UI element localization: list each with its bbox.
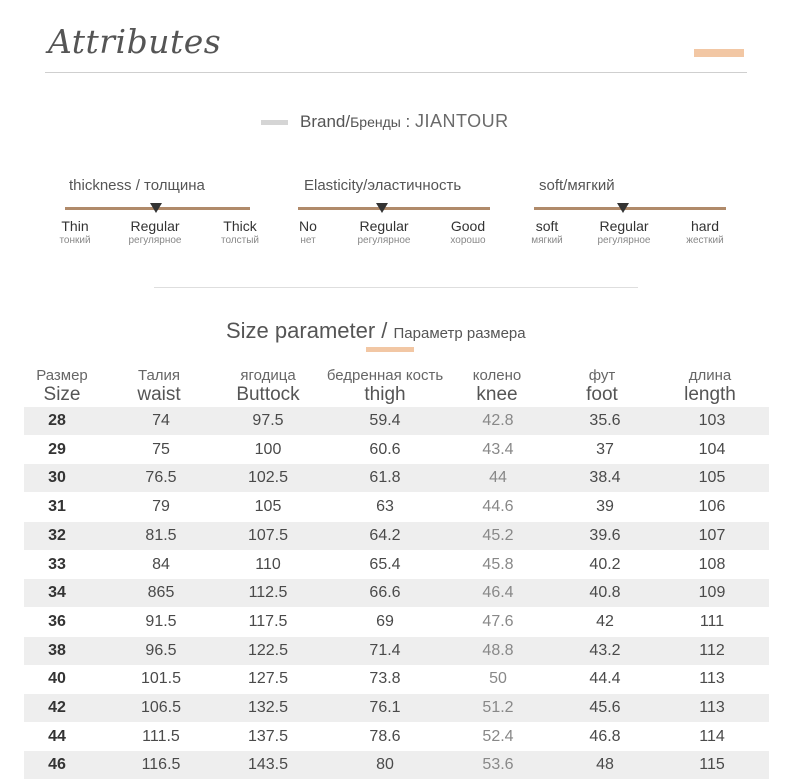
column-header-size: Размер Size [36, 367, 88, 405]
cell-length: 104 [698, 440, 726, 458]
table-row [24, 551, 769, 579]
table-row [24, 608, 769, 636]
cell-waist: 74 [152, 412, 170, 429]
cell-knee: 52.4 [482, 727, 514, 745]
table-row [24, 723, 769, 751]
scale-thickness-option-thin: Thin тонкий [59, 218, 91, 246]
column-header-buttock: ягодица Buttock [236, 367, 300, 405]
cell-size: 36 [48, 612, 66, 630]
cell-buttock: 100 [254, 440, 282, 458]
cell-thigh: 60.6 [369, 440, 401, 458]
column-header-foot: фут foot [586, 367, 618, 405]
cell-waist: 91.5 [145, 612, 177, 630]
table-row [24, 407, 769, 435]
cell-foot: 37 [596, 440, 614, 458]
scale-elasticity-option-no: No нет [299, 218, 317, 246]
cell-size: 28 [48, 412, 66, 429]
cell-buttock: 132.5 [247, 699, 289, 716]
cell-length: 107 [698, 526, 726, 544]
scale-softness-option-hard: hard жесткий [686, 218, 724, 246]
cell-length: 112 [699, 641, 725, 659]
scale-softness-option-regular: Regular регулярное [597, 218, 651, 246]
cell-size: 30 [48, 469, 66, 487]
cell-knee: 42.8 [482, 412, 514, 429]
cell-size: 40 [48, 670, 66, 688]
cell-length: 114 [699, 727, 725, 745]
cell-buttock: 97.5 [252, 412, 284, 429]
size-parameter-title: Size parameter / Параметр размера [226, 318, 526, 343]
cell-thigh: 59.4 [369, 412, 401, 429]
cell-knee: 50 [489, 670, 507, 688]
cell-buttock: 105 [254, 498, 282, 516]
cell-size: 32 [48, 526, 66, 544]
column-header-length: длина length [684, 367, 736, 405]
scale-softness-marker [617, 203, 629, 213]
cell-waist: 111.5 [142, 727, 180, 745]
cell-foot: 48 [596, 756, 614, 774]
cell-length: 113 [699, 670, 725, 688]
title-accent-bar [694, 49, 744, 57]
brand-label-en: Brand/ [300, 112, 351, 131]
scale-softness-title: soft/мягкий [539, 177, 615, 194]
brand-value: JIANTOUR [415, 111, 509, 131]
scale-elasticity-title: Elasticity/эластичность [304, 177, 462, 194]
cell-knee: 47.6 [482, 612, 514, 630]
table-row [24, 464, 769, 492]
cell-knee: 51.2 [482, 699, 514, 716]
cell-knee: 44.6 [482, 498, 514, 516]
brand-colon: : [400, 112, 415, 131]
table-row [24, 522, 769, 550]
column-header-waist: Талия waist [137, 367, 181, 405]
cell-thigh: 80 [376, 756, 394, 774]
cell-length: 111 [699, 612, 725, 630]
cell-buttock: 112.5 [248, 584, 288, 602]
cell-waist: 84 [152, 555, 170, 573]
cell-foot: 38.4 [589, 469, 621, 487]
cell-waist: 106.5 [140, 699, 182, 716]
cell-buttock: 143.5 [247, 756, 289, 774]
cell-length: 108 [698, 555, 726, 573]
cell-length: 105 [698, 469, 726, 487]
cell-thigh: 76.1 [369, 699, 401, 716]
cell-thigh: 63 [376, 498, 394, 516]
cell-knee: 53.6 [482, 756, 514, 774]
cell-foot: 39 [596, 498, 614, 516]
table-row [24, 637, 769, 665]
cell-foot: 40.2 [589, 555, 621, 573]
cell-waist: 75 [152, 440, 170, 458]
scale-thickness-title: thickness / толщина [69, 177, 205, 194]
page-title: Attributes [48, 22, 222, 61]
section-divider [154, 287, 638, 288]
scale-thickness-option-thick: Thick толстый [221, 218, 259, 246]
scale-softness-line [534, 207, 726, 210]
cell-knee: 45.8 [482, 555, 514, 573]
cell-waist: 76.5 [145, 469, 177, 487]
brand-label-ru: Бренды [350, 114, 401, 130]
cell-size: 33 [48, 555, 66, 573]
cell-size: 44 [48, 727, 66, 745]
cell-thigh: 73.8 [369, 670, 401, 688]
scale-softness-option-soft: soft мягкий [531, 218, 563, 246]
cell-foot: 42 [596, 612, 614, 630]
brand-dash [261, 120, 288, 125]
cell-size: 46 [48, 756, 66, 774]
cell-size: 31 [48, 498, 66, 516]
cell-knee: 48.8 [482, 641, 514, 659]
cell-buttock: 110 [255, 555, 281, 573]
table-row [24, 751, 769, 779]
scale-thickness-option-regular: Regular регулярное [128, 218, 182, 246]
cell-foot: 35.6 [589, 412, 621, 429]
cell-waist: 81.5 [145, 526, 177, 544]
cell-buttock: 127.5 [247, 670, 289, 688]
cell-length: 106 [698, 498, 726, 516]
scale-elasticity-option-regular: Regular регулярное [357, 218, 411, 246]
cell-waist: 865 [147, 584, 175, 602]
size-title-accent [366, 347, 414, 352]
table-row [24, 579, 769, 607]
cell-foot: 46.8 [589, 727, 621, 745]
cell-waist: 79 [152, 498, 170, 516]
cell-buttock: 122.5 [247, 641, 289, 659]
cell-knee: 44 [489, 469, 507, 487]
table-row [24, 665, 769, 693]
cell-thigh: 65.4 [369, 555, 401, 573]
table-row [24, 694, 769, 722]
cell-buttock: 137.5 [247, 727, 289, 745]
table-row [24, 436, 769, 464]
scale-elasticity-marker [376, 203, 388, 213]
brand-line [300, 111, 509, 132]
cell-thigh: 66.6 [369, 584, 401, 602]
cell-waist: 101.5 [140, 670, 182, 688]
cell-foot: 40.8 [589, 584, 621, 602]
cell-knee: 43.4 [482, 440, 514, 458]
cell-knee: 45.2 [482, 526, 514, 544]
cell-thigh: 78.6 [369, 727, 401, 745]
cell-size: 34 [48, 584, 66, 602]
column-header-thigh: бедренная кость thigh [326, 367, 444, 405]
cell-waist: 116.5 [141, 756, 181, 774]
cell-foot: 45.6 [589, 699, 621, 716]
title-divider [45, 72, 747, 73]
scale-elasticity-line [298, 207, 490, 210]
cell-size: 29 [48, 440, 66, 458]
cell-length: 109 [698, 584, 726, 602]
scale-elasticity-option-good: Good хорошо [450, 218, 486, 246]
cell-buttock: 102.5 [247, 469, 289, 487]
cell-thigh: 61.8 [369, 469, 401, 487]
cell-length: 115 [699, 756, 725, 774]
column-header-knee: колено knee [472, 367, 522, 405]
cell-buttock: 107.5 [247, 526, 289, 544]
cell-length: 113 [699, 699, 725, 716]
scale-thickness-marker [150, 203, 162, 213]
cell-thigh: 69 [376, 612, 394, 630]
cell-size: 38 [48, 641, 66, 659]
cell-buttock: 117.5 [248, 612, 288, 630]
cell-size: 42 [48, 699, 66, 716]
cell-waist: 96.5 [145, 641, 177, 659]
cell-thigh: 71.4 [369, 641, 401, 659]
cell-length: 103 [698, 412, 726, 429]
cell-foot: 39.6 [589, 526, 621, 544]
cell-thigh: 64.2 [369, 526, 401, 544]
table-row [24, 493, 769, 521]
cell-foot: 44.4 [589, 670, 621, 688]
cell-knee: 46.4 [482, 584, 514, 602]
cell-foot: 43.2 [589, 641, 621, 659]
